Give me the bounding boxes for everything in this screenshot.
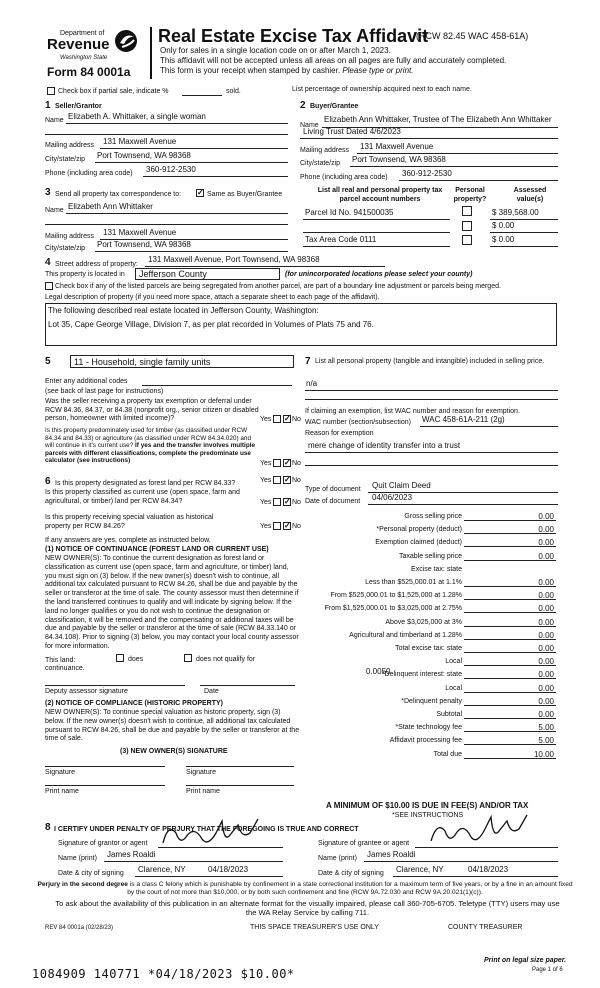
- assessed-row-1[interactable]: $ 389,568.00: [492, 208, 539, 217]
- grantee-signature: [425, 807, 535, 851]
- q5-yes-checkbox[interactable]: [273, 522, 281, 530]
- buyer-mail-line: [357, 153, 558, 154]
- q1-yes-label: Yes: [260, 416, 272, 423]
- q4-yes-label: Yes: [260, 499, 272, 506]
- calc-label: Taxable selling price: [398, 553, 462, 560]
- calc-value[interactable]: 0.00: [538, 644, 554, 653]
- parcel-line-2: [303, 232, 450, 233]
- q3-no-checkbox[interactable]: [283, 476, 291, 484]
- q1-no-label: No: [292, 416, 301, 423]
- same-as-buyer-checkbox[interactable]: [196, 189, 204, 197]
- claim-exemption-label: If claiming an exemption, list WAC number and reason for exemption.: [305, 408, 520, 415]
- doc-date-label: Date of document: [305, 498, 361, 505]
- perjury-note: Perjury in the second degree is a class C felony which is punishable by confinement in a state correctional institution for a maximum term of five years, or by a fine in an amount fixed by the court of not more than $10,000, or by both such confinement and fine (RCW 9A.72.030 and RCW 9A.20.021(1)(c)).: [37, 881, 573, 896]
- seller-name-field[interactable]: Elizabeth A. Whittaker, a single woman: [68, 112, 206, 121]
- ownership-note: List percentage of ownership acquired next to each name.: [292, 86, 472, 93]
- street-label: Street address of property:: [55, 261, 138, 268]
- personal-property-line1: [305, 390, 558, 391]
- alternate-format-note: To ask about the availability of this publication in an alternate format for the visually impaired, please call 360-705-6705. Teletype (TTY) users may use the WA Relay Service by calling 711.: [55, 899, 560, 917]
- street-field[interactable]: 131 Maxwell Avenue, Port Townsend, WA 98368: [148, 255, 320, 264]
- buyer-city-field[interactable]: Port Townsend, WA 98368: [352, 155, 446, 164]
- buyer-phone-line: [399, 180, 558, 181]
- section6-number: 6: [45, 476, 51, 487]
- seller-mail-line: [100, 148, 288, 149]
- buyer-mail-label: Mailing address: [300, 147, 350, 154]
- seller-name-line: [66, 123, 288, 124]
- new-owner-sig1-line[interactable]: [45, 766, 165, 767]
- grantor-name-label: Name (print): [58, 855, 97, 862]
- calc-label: Local: [445, 658, 462, 665]
- grantor-place-field[interactable]: Clarence, NY: [138, 865, 186, 874]
- calc-label: Less than $525,000.01 at 1.1%: [365, 579, 462, 586]
- assessed-line-3: [490, 246, 558, 247]
- section8-number: 8: [45, 822, 51, 833]
- calc-label: *State technology fee: [395, 724, 462, 731]
- calc-label: Local: [445, 685, 462, 692]
- calc-value[interactable]: 0.00: [538, 710, 554, 719]
- seller-mail-label: Mailing address: [45, 142, 95, 149]
- current-use-question: Is this property classified as current use (open space, farm and agricultural, or timber) land per RCW 84.34?: [45, 489, 240, 505]
- new-owner-sig2-line[interactable]: [186, 766, 294, 767]
- deputy-sig-line[interactable]: [45, 685, 185, 686]
- grantee-place-field[interactable]: Clarence, NY: [396, 865, 444, 874]
- does-not-checkbox[interactable]: [184, 654, 192, 662]
- calc-value[interactable]: 10.00: [533, 750, 554, 759]
- calc-value[interactable]: 0.00: [538, 657, 554, 666]
- use-code-value: 11 - Household, single family units: [74, 357, 211, 367]
- see-instructions: *SEE INSTRUCTIONS: [392, 812, 464, 819]
- parcel-line-1: [303, 219, 450, 220]
- deputy-label: Deputy assessor signature: [45, 688, 128, 695]
- seller-city-label: City/state/zip: [45, 156, 86, 163]
- calc-label: Affidavit processing fee: [389, 737, 462, 744]
- q3-yes-label: Yes: [260, 477, 272, 484]
- notice2-body: NEW OWNER(S): To continue special valuation as historic property, sign (3) below. If the new owner(s) doesn't wish to continue, all additional tax calculated pursuant to RCW 84.26, shall be due and payable by the seller or transferor at the time of sale.: [45, 709, 300, 743]
- personal-property-value[interactable]: n/a: [306, 379, 318, 388]
- buyer-name-label: Name: [300, 122, 319, 129]
- legal-paper-note: Print on legal size paper.: [484, 957, 567, 964]
- grantor-name-field[interactable]: James Roaldi: [107, 850, 156, 859]
- continuance-label: continuance.: [45, 665, 85, 672]
- calc-label: *Delinquent interest: state: [381, 671, 462, 678]
- q4-no-label: No: [292, 499, 301, 506]
- partial-sold-label: sold.: [226, 88, 241, 95]
- assessed-line-2: [490, 232, 558, 233]
- buyer-title: Buyer/Grantee: [310, 103, 359, 110]
- taxcorr-name-label: Name: [45, 207, 64, 214]
- calc-value[interactable]: 0.00: [538, 525, 554, 534]
- wac-label: WAC number (section/subsection): [305, 419, 411, 426]
- calc-label: Total due: [433, 751, 462, 758]
- add-codes-line[interactable]: [142, 385, 292, 386]
- assessed-row-3[interactable]: $ 0.00: [492, 235, 515, 244]
- q2-no-checkbox[interactable]: [283, 459, 291, 467]
- header-line2: This affidavit will not be accepted unless all areas on all pages are fully and accurately completed.: [160, 56, 507, 65]
- calc-label: *Delinquent penalty: [401, 698, 462, 705]
- use-code-select[interactable]: [70, 355, 294, 368]
- calc-label: Subtotal: [436, 711, 462, 718]
- reason-line1: [305, 452, 558, 453]
- section7-number: 7: [305, 356, 311, 367]
- add-codes-label: Enter any additional codes: [45, 378, 128, 385]
- q5-no-checkbox[interactable]: [283, 522, 291, 530]
- calc-value[interactable]: 0.00: [538, 512, 554, 521]
- calc-label: From $1,525,000.01 to $3,025,000 at 2.75%: [324, 605, 462, 612]
- street-line: [145, 266, 385, 267]
- seller-city-field[interactable]: Port Townsend, WA 98368: [97, 151, 191, 160]
- reason-field[interactable]: mere change of identity transfer into a trust: [308, 441, 461, 450]
- q1-no-checkbox[interactable]: [283, 415, 291, 423]
- personal-property-line2: [305, 399, 558, 400]
- buyer-mail-field[interactable]: 131 Maxwell Avenue: [360, 142, 434, 151]
- legal-line1: The following described real estate located in Jefferson County, Washington:: [48, 306, 319, 315]
- assessed-header: Assessed value(s): [513, 187, 547, 203]
- segregate-label: Check box if any of the listed parcels are being segregated from another parcel, are part of a boundary line adjustment or parcels being merged.: [55, 283, 501, 290]
- doc-date-line: [368, 504, 558, 505]
- grantor-place-label: Date & city of signing: [58, 870, 124, 877]
- header-line3: This form is your receipt when stamped by cashier. Please type or print.: [160, 66, 414, 75]
- calc-label: Exemption claimed (deduct): [375, 539, 462, 546]
- form-title: Real Estate Excise Tax Affidavit: [158, 26, 429, 46]
- section4-number: 4: [45, 257, 51, 268]
- grantee-place-label: Date & city of signing: [318, 870, 384, 877]
- seller-name-label: Name: [45, 117, 64, 124]
- calc-label: From $525,000.01 to $1,525,000 at 1.28%: [330, 592, 462, 599]
- grantee-date-field[interactable]: 04/18/2023: [468, 865, 509, 874]
- new-owner-print1-label: Print name: [45, 788, 79, 795]
- buyer-phone-field[interactable]: 360-912-2530: [402, 169, 452, 178]
- buyer-city-label: City/state/zip: [300, 160, 341, 167]
- notice1-title: (1) NOTICE OF CONTINUANCE (FOREST LAND OR CURRENT USE): [45, 546, 269, 553]
- calc-label: Agricultural and timberland at 1.28%: [349, 632, 462, 639]
- calc-value[interactable]: 5.00: [538, 723, 554, 732]
- deputy-date-label: Date: [204, 688, 219, 695]
- legal-line2: Lot 35, Cape George Village, Division 7, as per plat recorded in Volumes of Plats 75 and 76.: [48, 320, 374, 329]
- wac-line: [420, 426, 558, 427]
- buyer-phone-label: Phone (including area code): [300, 174, 388, 181]
- timber-question: Is this property predominately used for timber (as classified under RCW 84.34 and 84.33) or agriculture (as classified under RCW 84.34.020) and will continue in it's current use? If yes and the transfer involves multiple parcels with different classifications, complete the predominate use calculator (see instructions): [45, 427, 256, 465]
- seller-title: Seller/Grantor: [55, 103, 102, 110]
- grantor-place-line: [135, 876, 283, 877]
- personal-checkbox-1[interactable]: [462, 206, 472, 216]
- grantee-place-line: [393, 876, 558, 877]
- section3-number: 3: [45, 187, 51, 198]
- notice3-title: (3) NEW OWNER(S) SIGNATURE: [120, 748, 228, 755]
- calc-label: *Personal property (deduct): [376, 526, 462, 533]
- buyer-name-field2[interactable]: Living Trust Dated 4/6/2023: [303, 127, 401, 136]
- dept-label: Department of: [60, 30, 105, 37]
- form-number: Form 84 0001a: [47, 65, 131, 79]
- taxcorr-name-line2: [45, 224, 288, 225]
- revision-label: REV 84 0001a (02/28/23): [45, 925, 114, 931]
- q3-no-label: No: [292, 477, 301, 484]
- revenue-label: Revenue: [47, 36, 110, 53]
- header-line1: Only for sales in a single location code on or after March 1, 2023.: [160, 46, 391, 55]
- parcel-row-1[interactable]: Parcel Id No. 941500035: [305, 208, 394, 217]
- buyer-city-line: [350, 166, 558, 167]
- calc-value[interactable]: 0.00: [538, 631, 554, 640]
- q5-no-label: No: [292, 523, 301, 530]
- taxcorr-mail-label: Mailing address: [45, 233, 95, 240]
- calc-value[interactable]: 0.00: [538, 591, 554, 600]
- local-rate: 0.0050: [366, 667, 391, 676]
- grantee-name-label: Name (print): [318, 855, 357, 862]
- does-checkbox[interactable]: [116, 654, 124, 662]
- calc-value[interactable]: 0.00: [538, 697, 554, 706]
- section1-number: 1: [45, 100, 51, 111]
- grantor-name-line: [104, 861, 283, 862]
- minimum-note: A MINIMUM OF $10.00 IS DUE IN FEE(S) AND/OR TAX: [326, 801, 529, 810]
- personal-property-label: List all personal property (tangible and intangible) included in selling price.: [315, 358, 545, 365]
- doc-date-field[interactable]: 04/06/2023: [372, 493, 413, 502]
- taxcorr-name-line: [66, 213, 288, 214]
- seller-city-line: [95, 162, 288, 163]
- personal-checkbox-3[interactable]: [462, 235, 472, 245]
- county-note: (for unincorporated locations please select your county): [285, 271, 473, 278]
- county-value: Jefferson County: [139, 269, 207, 279]
- does-not-label: does not qualify for: [196, 656, 256, 663]
- county-label: This property is located in: [45, 271, 125, 278]
- q2-yes-checkbox[interactable]: [273, 459, 281, 467]
- sig-grantor-label: Signature of grantor or agent: [58, 840, 148, 847]
- reason-label: Reason for exemption: [305, 430, 374, 437]
- calc-label: Gross selling price: [404, 513, 462, 520]
- taxcorr-city-label: City/state/zip: [45, 245, 86, 252]
- parcel-line-3: [303, 246, 450, 247]
- calc-value[interactable]: 0.00: [538, 618, 554, 627]
- q2-no-label: No: [292, 460, 301, 467]
- same-as-buyer-label: Same as Buyer/Grantee: [207, 191, 283, 198]
- q1-yes-checkbox[interactable]: [273, 415, 281, 423]
- buyer-name-field[interactable]: Elizabeth Ann Whittaker, Trustee of The Elizabeth Ann Whittaker: [324, 115, 552, 124]
- grantor-signature: [158, 813, 268, 853]
- legal-description-box[interactable]: [45, 303, 557, 346]
- calc-value[interactable]: 0.00: [538, 552, 554, 561]
- this-land-label: This land:: [45, 657, 76, 664]
- county-select[interactable]: [135, 268, 280, 280]
- wac-field[interactable]: WAC 458-61A-211 (2g): [422, 415, 505, 424]
- calc-value[interactable]: 0.00: [538, 670, 554, 679]
- reason-line2: [305, 465, 558, 466]
- grantor-date-field[interactable]: 04/18/2023: [208, 865, 249, 874]
- calc-label: Above $3,025,000 at 3%: [385, 619, 462, 626]
- q4-no-checkbox[interactable]: [283, 498, 291, 506]
- form-rcw: (RCW 82.45 WAC 458-61A): [416, 31, 529, 41]
- seller-phone-label: Phone (including area code): [45, 170, 133, 177]
- historic-question: Is this property receiving special valuation as historical property per RCW 84.26?: [45, 514, 214, 530]
- seller-phone-line: [143, 176, 288, 177]
- assessed-line-1: [490, 219, 558, 220]
- receipt-stamp: 1084909 140771 *04/18/2023 $10.00*: [32, 967, 295, 981]
- personal-header: Personal property?: [453, 187, 487, 203]
- section5-number: 5: [45, 356, 51, 367]
- new-owner-sig1-label: Signature: [45, 769, 75, 776]
- q5-yes-label: Yes: [260, 523, 272, 530]
- page-number: Page 1 of 6: [532, 967, 563, 973]
- buyer-name-line2: [300, 138, 558, 139]
- sig-grantee-label: Signature of grantee or agent: [318, 840, 410, 847]
- parcel-header: List all real and personal property tax parcel account numbers: [317, 187, 443, 203]
- calc-value[interactable]: 0.00: [538, 578, 554, 587]
- treasurer-use-label: THIS SPACE TREASURER'S USE ONLY: [250, 924, 379, 931]
- new-owner-print1-line[interactable]: [45, 785, 165, 786]
- partial-pct-field[interactable]: [182, 95, 222, 96]
- calc-value[interactable]: 5.00: [538, 736, 554, 745]
- calc-value[interactable]: 0.00: [538, 604, 554, 613]
- calc-label: Excise tax: state: [411, 566, 462, 573]
- deputy-date-line[interactable]: [200, 685, 295, 686]
- q3-yes-checkbox[interactable]: [273, 476, 281, 484]
- notice1-body: NEW OWNER(S): To continue the current designation as forest land or classification as current use (open space, farm and agriculture, or timber) land, you must sign on (3) below. If the new owner(s) doesn't wish to continue, all additional tax calculated pursuant to RCW 84.26, shall be due and payable by the seller or transferor at the time of sale. The county assessor must then determine if the land transferred continues to qualify and will indicate by signing below. If the land no longer qualifies or you do not wish to continue the designation or classification, it will be removed and the compensating or additional taxes will be due and payable by the seller or transferor at the time of sale (RCW 84.33.140 or 84.34.108). Prior to signing (3) below, you may contact your local county assessor for more information.: [45, 555, 299, 650]
- seller-exemption-question: Was the seller receiving a property tax exemption or deferral under RCW 84.36, 84.37, or 84.38 (nonprofit org., senior citizen or disabled person, homeowner with limited income)?: [45, 398, 259, 423]
- new-owner-print2-line[interactable]: [186, 785, 294, 786]
- segregate-checkbox[interactable]: [45, 282, 53, 290]
- grantee-name-line: [364, 861, 558, 862]
- q2-yes-label: Yes: [260, 460, 272, 467]
- seller-name-line2: [45, 134, 288, 135]
- seller-phone-field[interactable]: 360-912-2530: [146, 165, 196, 174]
- new-owner-print2-label: Print name: [186, 788, 220, 795]
- calc-label: Total excise tax: state: [395, 645, 462, 652]
- taxcorr-city-line: [95, 251, 288, 252]
- forest-question: Is this property designated as forest land per RCW 84.33?: [55, 480, 236, 487]
- taxcorr-mail-field[interactable]: 131 Maxwell Avenue: [103, 228, 177, 237]
- does-label: does: [128, 656, 144, 663]
- notice2-title: (2) NOTICE OF COMPLIANCE (HISTORIC PROPERTY): [45, 700, 223, 707]
- new-owner-sig2-label: Signature: [186, 769, 216, 776]
- q4-yes-checkbox[interactable]: [273, 498, 281, 506]
- taxcorr-city-field[interactable]: Port Townsend, WA 98368: [97, 240, 191, 249]
- certify-label: I CERTIFY UNDER PENALTY OF PERJURY THAT THE FOREGOING IS TRUE AND CORRECT: [54, 826, 359, 833]
- see-list-label: (see back of last page for instructions): [45, 388, 164, 395]
- section2-number: 2: [300, 100, 306, 111]
- dor-logo-icon: [112, 28, 142, 54]
- state-label: Washington State: [60, 55, 108, 61]
- header-divider: [150, 27, 152, 79]
- county-treasurer-label: COUNTY TREASURER: [448, 924, 523, 931]
- partial-sale-label: Check box if partial sale, indicate %: [58, 88, 169, 95]
- if-yes-note: If any answers are yes, complete as instructed below.: [45, 537, 211, 544]
- taxcorr-label: Send all property tax correspondence to:: [55, 191, 182, 198]
- calc-value[interactable]: 0.00: [538, 684, 554, 693]
- taxcorr-name-field[interactable]: Elizabeth Ann Whittaker: [68, 202, 153, 211]
- doc-type-field[interactable]: Quit Claim Deed: [372, 481, 431, 490]
- doc-type-label: Type of document: [305, 486, 361, 493]
- grantee-name-field[interactable]: James Roaldi: [367, 850, 416, 859]
- seller-mail-field[interactable]: 131 Maxwell Avenue: [103, 137, 177, 146]
- calc-value[interactable]: 0.00: [538, 538, 554, 547]
- partial-sale-checkbox[interactable]: [47, 87, 55, 95]
- parcel-row-3[interactable]: Tax Area Code 0111: [305, 235, 377, 244]
- personal-checkbox-2[interactable]: [462, 221, 472, 231]
- assessed-row-2[interactable]: $ 0.00: [492, 221, 515, 230]
- legal-label: Legal description of property (if you need more space, attach a separate sheet to each page of the affidavit).: [45, 294, 380, 301]
